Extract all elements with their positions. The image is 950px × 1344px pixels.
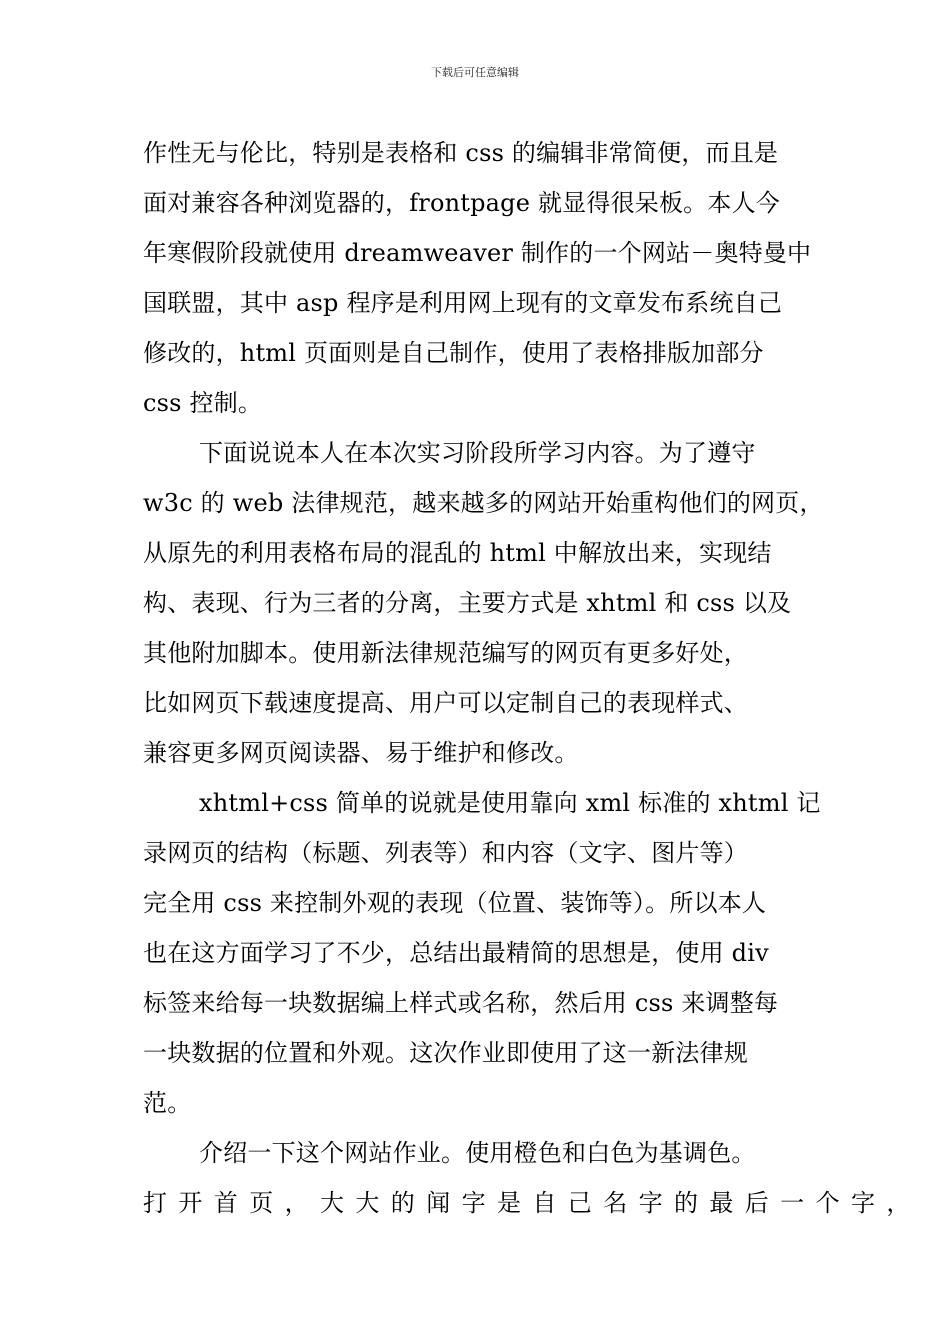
text-line: 其他附加脚本。使用新法律规范编写的网页有更多好处， — [143, 639, 748, 667]
paragraph-2 — [143, 428, 823, 778]
text-line: 范。 — [143, 1089, 192, 1117]
text-line: 比如网页下载速度提高、用户可以定制自己的表现样式、 — [143, 689, 748, 717]
text-line: 年寒假阶段就使用 dreamweaver 制作的一个网站－奥特曼中 — [143, 239, 812, 267]
paragraph-1 — [143, 128, 823, 428]
text-line: 打开首页，大大的闻字是自己名字的最后一个字， — [143, 1189, 922, 1217]
text-line: 构、表现、行为三者的分离，主要方式是 xhtml 和 css 以及 — [143, 589, 792, 617]
text-line: 兼容更多网页阅读器、易于维护和修改。 — [143, 739, 579, 767]
text-line: 介绍一下这个网站作业。使用橙色和白色为基调色。 — [199, 1139, 756, 1167]
text-line: 录网页的结构（标题、列表等）和内容（文字、图片等） — [143, 839, 748, 867]
text-line: xhtml+css 简单的说就是使用靠向 xml 标准的 xhtml 记 — [199, 789, 821, 817]
page-header: 下载后可任意编辑 — [431, 66, 519, 79]
text-line: 标签来给每一块数据编上样式或名称，然后用 css 来调整每 — [143, 989, 779, 1017]
text-line: 从原先的利用表格布局的混乱的 html 中解放出来，实现结 — [143, 539, 772, 567]
paragraph-3 — [143, 778, 823, 1128]
text-line: 完全用 css 来控制外观的表现（位置、装饰等）。所以本人 — [143, 889, 767, 917]
text-line: w3c 的 web 法律规范，越来越多的网站开始重构他们的网页， — [143, 489, 824, 517]
text-line: 作性无与伦比，特别是表格和 css 的编辑非常简便，而且是 — [143, 139, 779, 167]
text-line: 面对兼容各种浏览器的，frontpage 就显得很呆板。本人今 — [143, 189, 780, 217]
text-line: 下面说说本人在本次实习阶段所学习内容。为了遵守 — [199, 439, 756, 467]
text-line: css 控制。 — [143, 389, 263, 417]
document-body — [143, 128, 922, 1228]
text-line: 一块数据的位置和外观。这次作业即使用了这一新法律规 — [143, 1039, 748, 1067]
text-line: 修改的，html 页面则是自己制作，使用了表格排版加部分 — [143, 339, 764, 367]
paragraph-4 — [143, 1128, 922, 1228]
text-line: 也在这方面学习了不少，总结出最精简的思想是，使用 div — [143, 939, 769, 967]
text-line: 国联盟，其中 asp 程序是利用网上现有的文章发布系统自己 — [143, 289, 783, 317]
